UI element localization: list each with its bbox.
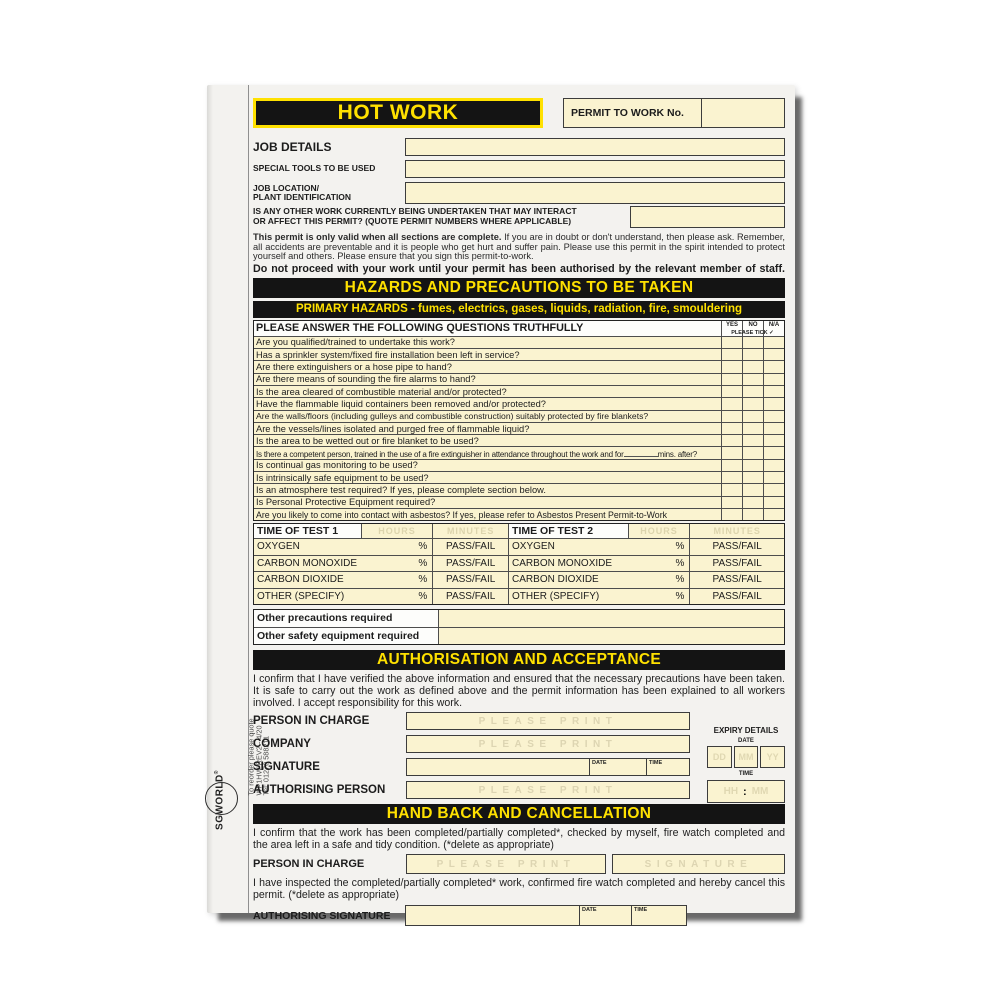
hazards-section-banner: HAZARDS AND PRECAUTIONS TO BE TAKEN (253, 278, 785, 298)
handback-section-banner: HAND BACK AND CANCELLATION (253, 804, 785, 824)
tick-na-cell[interactable] (763, 435, 784, 446)
pass-fail-cell[interactable]: PASS/FAIL (689, 589, 784, 605)
pass-fail-cell[interactable]: PASS/FAIL (689, 539, 784, 555)
tick-na-cell[interactable] (763, 398, 784, 409)
permit-number-box (563, 98, 785, 128)
tick-yes-cell[interactable] (721, 472, 742, 483)
questions-table (253, 320, 785, 521)
page-title: HOT WORK (337, 101, 459, 124)
authorising-signature-area[interactable] (406, 906, 579, 925)
question-row: Is the area to be wetted out or fire blanket to be used? (254, 435, 784, 447)
minutes-blank-field[interactable] (624, 448, 658, 457)
authorising-date-cell[interactable]: DATE (579, 906, 631, 925)
tick-no-cell[interactable] (742, 398, 763, 409)
question-row: Is Personal Protective Equipment required? (254, 497, 784, 509)
signature-field[interactable] (406, 758, 690, 776)
test2-label: TIME OF TEST 2 (508, 524, 628, 538)
tick-na-cell[interactable] (763, 460, 784, 471)
expiry-date-label: DATE (738, 738, 754, 745)
tick-yes-cell[interactable] (721, 398, 742, 409)
questions-header-label: PLEASE ANSWER THE FOLLOWING QUESTIONS TRUTHFULLY (256, 322, 584, 335)
tick-no-cell[interactable] (742, 374, 763, 385)
tick-yes-cell[interactable] (721, 509, 742, 520)
tick-na-cell[interactable] (763, 386, 784, 397)
tick-yes-cell[interactable] (721, 337, 742, 348)
question-row: Has a sprinkler system/fixed fire installation been left in service? (254, 349, 784, 361)
question-row: Is an atmosphere test required? If yes, please complete section below. (254, 484, 784, 496)
signature-time-cell[interactable]: TIME (646, 759, 689, 775)
tick-yes-cell[interactable] (721, 460, 742, 471)
authorisation-fields (253, 712, 785, 799)
handback-person-label: PERSON IN CHARGE (253, 858, 365, 871)
tick-yes-cell[interactable] (721, 447, 742, 458)
registered-mark: ® (214, 770, 220, 775)
questions-table-header (254, 321, 784, 337)
question-row: Have the flammable liquid containers been removed and/or protected? (254, 398, 784, 410)
pass-fail-cell[interactable]: PASS/FAIL (432, 589, 508, 605)
na-column-header: N/A (763, 321, 784, 336)
permit-form-page (207, 85, 795, 922)
other-equipment-field[interactable] (439, 628, 784, 645)
tick-yes-cell[interactable] (721, 411, 742, 422)
no-column-header: NO (742, 321, 763, 336)
tick-no-cell[interactable] (742, 423, 763, 434)
reorder-line1: To reorder please quote (246, 718, 256, 796)
signature-label: SIGNATURE (253, 761, 320, 774)
tick-no-cell[interactable] (742, 337, 763, 348)
test1-label: TIME OF TEST 1 (254, 524, 361, 538)
tick-yes-cell[interactable] (721, 374, 742, 385)
gas-row-carbon-monoxide: CARBON MONOXIDE % PASS/FAIL CARBON MONOXIDE % PASS/FAIL (254, 556, 784, 573)
pass-fail-cell[interactable]: PASS/FAIL (689, 572, 784, 588)
atmosphere-test-table (253, 523, 785, 605)
tick-no-cell[interactable] (742, 472, 763, 483)
expiry-time-field[interactable]: HH : MM (707, 780, 785, 803)
pass-fail-cell[interactable]: PASS/FAIL (432, 539, 508, 555)
tick-na-cell[interactable] (763, 472, 784, 483)
question-row: Is intrinsically safe equipment to be used? (254, 472, 784, 484)
tick-na-cell[interactable] (763, 361, 784, 372)
tick-no-cell[interactable] (742, 435, 763, 446)
reorder-line3: Tel: 01270 588211 (261, 735, 271, 796)
please-tick-note: PLEASE TICK ✓ (731, 329, 774, 336)
expiry-time-label: TIME (738, 771, 754, 778)
person-in-charge-label: PERSON IN CHARGE (253, 715, 370, 728)
expiry-title: EXPIRY DETAILS (713, 726, 779, 736)
other-equipment-row: Other safety equipment required (254, 628, 784, 645)
tick-no-cell[interactable] (742, 460, 763, 471)
question-row: Is continual gas monitoring to be used? (254, 460, 784, 472)
sgworld-logo: SGWORLD® (214, 770, 226, 830)
tick-no-cell[interactable] (742, 484, 763, 495)
expiry-details (707, 726, 785, 803)
other-work-field[interactable] (630, 206, 785, 228)
authorising-person-field[interactable]: PLEASE PRINT (406, 781, 690, 799)
job-details-field[interactable] (405, 138, 785, 156)
tick-no-cell[interactable] (742, 497, 763, 508)
pass-fail-cell[interactable]: PASS/FAIL (432, 572, 508, 588)
job-location-label: JOB LOCATION/ PLANT IDENTIFICATION (253, 182, 352, 202)
authorising-person-label: AUTHORISING PERSON (253, 784, 386, 797)
question-row: Are you qualified/trained to undertake this work? (254, 337, 784, 349)
expiry-month-field[interactable]: MM (734, 746, 759, 768)
gas-row-oxygen: OXYGEN % PASS/FAIL OXYGEN % PASS/FAIL (254, 539, 784, 556)
tick-na-cell[interactable] (763, 411, 784, 422)
special-tools-label: SPECIAL TOOLS TO BE USED (253, 163, 376, 174)
signature-date-cell[interactable]: DATE (589, 759, 646, 775)
tick-na-cell[interactable] (763, 484, 784, 495)
authorising-time-cell[interactable]: TIME (631, 906, 686, 925)
tick-no-cell[interactable] (742, 349, 763, 360)
signature-area[interactable] (407, 759, 589, 775)
authorising-signature-field[interactable] (405, 905, 687, 926)
permit-number-label: PERMIT TO WORK No. (564, 99, 702, 127)
primary-hazards-banner: PRIMARY HAZARDS - fumes, electrics, gases, liquids, radiation, fire, smouldering (253, 301, 785, 318)
gas-row-carbon-dioxide: CARBON DIOXIDE % PASS/FAIL CARBON DIOXIDE % PASS/FAIL (254, 572, 784, 589)
other-work-question: IS ANY OTHER WORK CURRENTLY BEING UNDERTAKEN THAT MAY INTERACT OR AFFECT THIS PERMIT? (QUOTE PERMIT NUMBERS WHERE APPLICABLE) (253, 206, 577, 226)
tick-yes-cell[interactable] (721, 349, 742, 360)
expiry-year-field[interactable]: YY (760, 746, 785, 768)
handback-person-print-field[interactable]: PLEASE PRINT (406, 854, 606, 874)
tick-na-cell[interactable] (763, 497, 784, 508)
company-field[interactable]: PLEASE PRINT (406, 735, 690, 753)
question-row: Are you likely to come into contact with asbestos? If yes, please refer to Asbestos Present Permit-to-Work (254, 509, 784, 520)
person-in-charge-field[interactable]: PLEASE PRINT (406, 712, 690, 730)
tick-no-cell[interactable] (742, 386, 763, 397)
tick-na-cell[interactable] (763, 423, 784, 434)
other-precautions-row: Other precautions required (254, 610, 784, 628)
hot-work-title-banner (253, 98, 543, 128)
tick-na-cell[interactable] (763, 509, 784, 520)
tick-na-cell[interactable] (763, 447, 784, 458)
tick-na-cell[interactable] (763, 374, 784, 385)
pass-fail-cell[interactable]: PASS/FAIL (432, 556, 508, 572)
reorder-line2: WP1HW-REV2 - 4/20 (254, 725, 264, 796)
test1-hours-cell[interactable]: HOURS (361, 524, 433, 538)
test2-hours-cell[interactable]: HOURS (628, 524, 690, 538)
authorisation-section-banner: AUTHORISATION AND ACCEPTANCE (253, 650, 785, 670)
test2-minutes-cell[interactable]: MINUTES (689, 524, 784, 538)
validity-notice: This permit is only valid when all sections are complete. If you are in doubt or don't understand, then please ask. Remember, all accidents are preventable and it is people who get hurt and suffer pain. Please use this permit in the spirit intended to protect yourself and others. Please ensure that you sign this permit-to-work. (253, 232, 786, 262)
tick-yes-cell[interactable] (721, 423, 742, 434)
question-row: Are the vessels/lines isolated and purged free of flammable liquid? (254, 423, 784, 435)
yes-column-header: YES (721, 321, 742, 336)
tick-no-cell[interactable] (742, 447, 763, 458)
handback-authorising-row (253, 905, 785, 926)
tick-yes-cell[interactable] (721, 361, 742, 372)
tick-na-cell[interactable] (763, 349, 784, 360)
tick-yes-cell[interactable] (721, 484, 742, 495)
tick-no-cell[interactable] (742, 361, 763, 372)
tick-yes-cell[interactable] (721, 435, 742, 446)
special-tools-field[interactable] (405, 160, 785, 178)
tick-columns-header (721, 321, 784, 336)
question-row: Is the area cleared of combustible material and/or protected? (254, 386, 784, 398)
authorising-signature-label: AUTHORISING SIGNATURE (253, 909, 391, 922)
expiry-day-field[interactable]: DD (707, 746, 732, 768)
other-precautions-field[interactable] (439, 610, 784, 627)
handback-statement1: I confirm that the work has been completed/partially completed*, checked by myself, fire watch completed and the area left in a safe and tidy condition. (*delete as appropriate) (253, 827, 785, 852)
time-colon: : (743, 785, 747, 798)
tick-no-cell[interactable] (742, 509, 763, 520)
permit-number-field[interactable] (702, 99, 784, 127)
job-location-field[interactable] (405, 182, 785, 204)
tick-yes-cell[interactable] (721, 497, 742, 508)
gas-row-other: OTHER (SPECIFY) % PASS/FAIL OTHER (SPECIFY) % PASS/FAIL (254, 589, 784, 605)
handback-statement2: I have inspected the completed/partially completed* work, confirmed fire watch completed and hereby cancel this permit. (*delete as appropriate) (253, 877, 785, 902)
question-row: Are the walls/floors (including gulleys and combustible construction) suitably protected by fire blankets? (254, 411, 784, 423)
question-row: Are there means of sounding the fire alarms to hand? (254, 374, 784, 386)
tick-na-cell[interactable] (763, 337, 784, 348)
question-row: Are there extinguishers or a hose pipe to hand? (254, 361, 784, 373)
pass-fail-cell[interactable]: PASS/FAIL (689, 556, 784, 572)
tick-no-cell[interactable] (742, 411, 763, 422)
test1-minutes-cell[interactable]: MINUTES (432, 524, 508, 538)
other-requirements-table (253, 609, 785, 645)
handback-person-row (253, 854, 785, 874)
tick-yes-cell[interactable] (721, 386, 742, 397)
handback-person-signature-field[interactable]: SIGNATURE (612, 854, 785, 874)
company-label: COMPANY (253, 738, 311, 751)
authorisation-statement: I confirm that I have verified the above information and ensured that the necessary precautions have been taken. It is safe to carry out the work as defined above and the permit information has been explained to all workers involved. I accept responsibility for this work. (253, 673, 785, 710)
atmosphere-test-header (254, 524, 784, 539)
job-details-label: JOB DETAILS (253, 140, 332, 154)
do-not-proceed-warning: Do not proceed with your work until your permit has been authorised by the relevant member of staff. (253, 262, 785, 275)
question-row-competent-person: Is there a competent person, trained in the use of a fire extinguisher in attendance throughout the work and for mins. after? (254, 447, 784, 459)
